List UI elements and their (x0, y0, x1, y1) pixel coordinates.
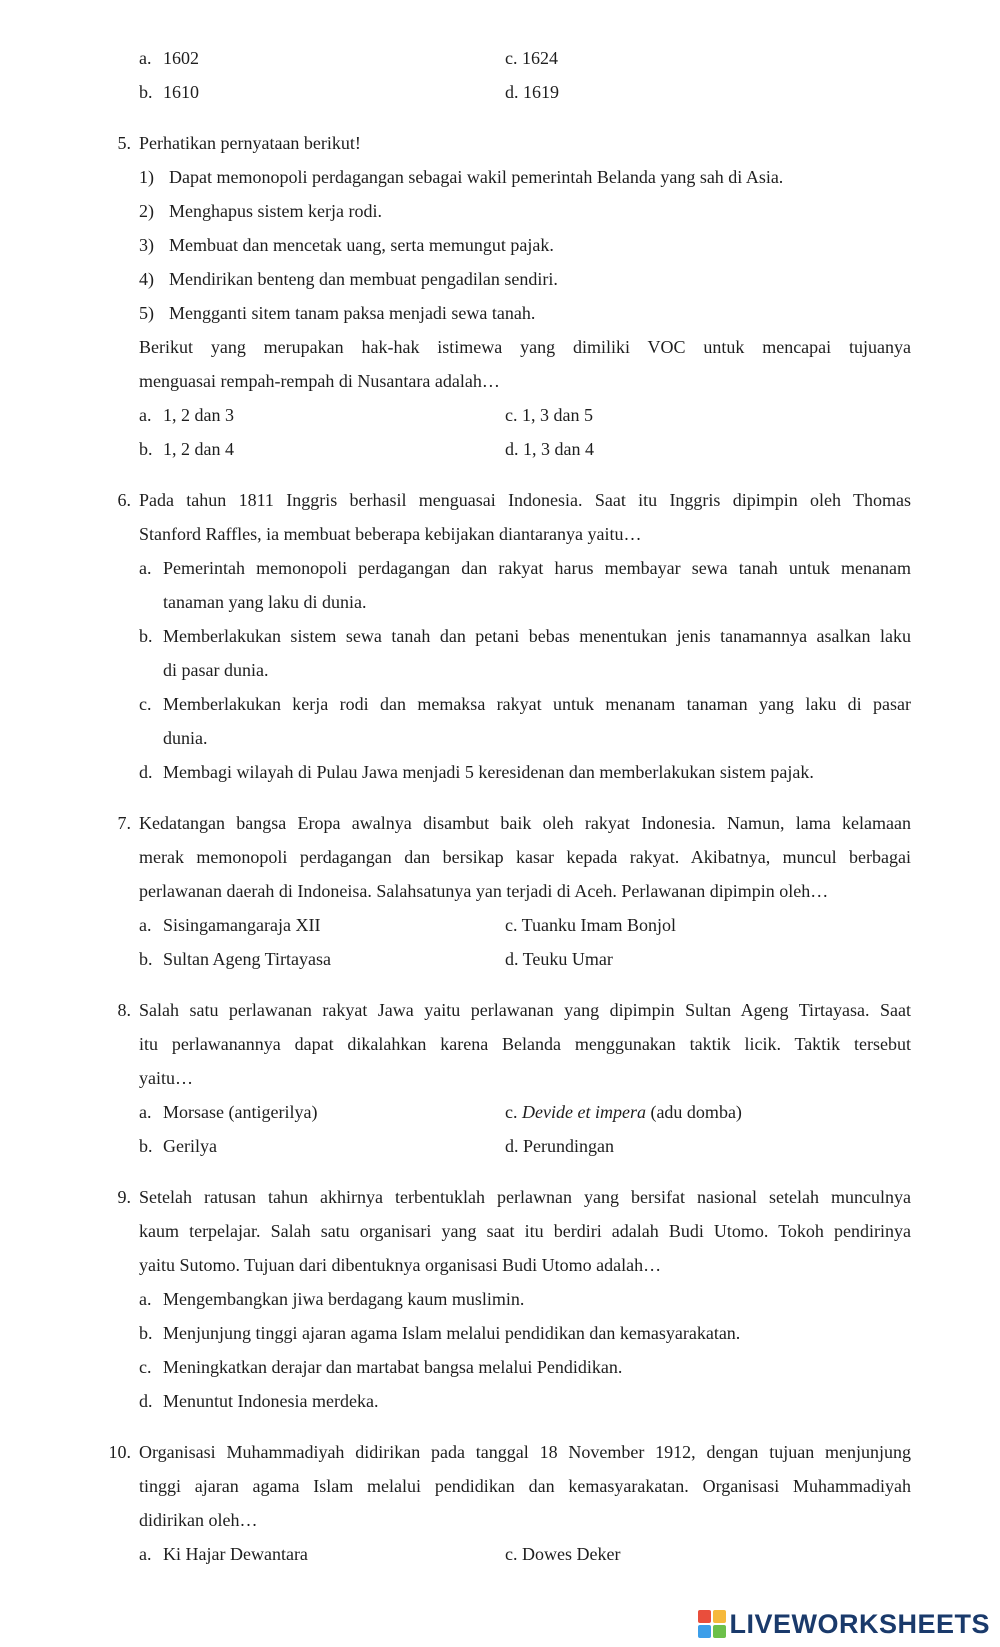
q6-option-b-cont[interactable]: di pasar dunia. (163, 660, 269, 680)
q8-option-c[interactable] (505, 1101, 742, 1123)
q4-option-d[interactable]: d. 1619 (505, 82, 559, 102)
q9-option-b[interactable]: Menjunjung tinggi ajaran agama Islam melalui pendidikan dan kemasyarakatan. (163, 1323, 741, 1343)
q5-option-a-letter: a. (139, 405, 152, 425)
q9-number: 9. (117, 1187, 131, 1207)
q4-option-c[interactable]: c. 1624 (505, 48, 558, 68)
q7-number: 7. (117, 813, 131, 833)
q5-item-number: 3) (139, 235, 154, 255)
q5-option-b[interactable]: 1, 2 dan 4 (163, 439, 234, 459)
q6-option-a-letter: a. (139, 558, 152, 578)
q8-stem-line: yaitu… (139, 1068, 193, 1088)
q10-number: 10. (108, 1442, 131, 1462)
logo-square (713, 1625, 726, 1638)
q9-stem-line: kaum terpelajar. Salah satu organisari yang saat itu berdiri adalah Budi Utomo. Tokoh pendirinya (139, 1221, 911, 1241)
q8-option-c-italic: Devide et impera (522, 1102, 646, 1122)
q9-stem-line: Setelah ratusan tahun akhirnya terbentuklah perlawnan yang bersifat nasional setelah munculnya (139, 1187, 911, 1207)
q10-option-a[interactable]: Ki Hajar Dewantara (163, 1544, 308, 1564)
q8-number: 8. (117, 1000, 131, 1020)
q10-stem-line: tinggi ajaran agama Islam melalui pendidikan dan kemasyarakatan. Organisasi Muhammadiyah (139, 1476, 911, 1496)
q6-option-a[interactable]: Pemerintah memonopoli perdagangan dan rakyat harus membayar sewa tanah untuk menanam (163, 558, 911, 578)
q5-item-text: Mengganti sitem tanam paksa menjadi sewa tanah. (169, 303, 536, 323)
q7-option-b[interactable]: Sultan Ageng Tirtayasa (163, 949, 332, 969)
q5-item-number: 5) (139, 303, 154, 323)
q10-option-c[interactable]: c. Dowes Deker (505, 1544, 621, 1564)
logo-square (713, 1610, 726, 1623)
q7-option-c[interactable]: c. Tuanku Imam Bonjol (505, 915, 677, 935)
q5-stem: Perhatikan pernyataan berikut! (139, 133, 361, 153)
q7-option-a-letter: a. (139, 915, 152, 935)
q10-stem-line: didirikan oleh… (139, 1510, 258, 1530)
q8-option-c-suffix: (adu domba) (645, 1102, 742, 1122)
q6-stem-line: Stanford Raffles, ia membuat beberapa kebijakan diantaranya yaitu… (139, 524, 642, 544)
q6-option-d-letter: d. (139, 762, 153, 782)
q5-item-number: 4) (139, 269, 154, 289)
q4-option-a-letter: a. (139, 48, 152, 68)
q8-option-a-letter: a. (139, 1102, 152, 1122)
q8-option-b-letter: b. (139, 1136, 153, 1156)
q5-question-line: menguasai rempah-rempah di Nusantara adalah… (139, 371, 500, 391)
q8-option-a[interactable]: Morsase (antigerilya) (163, 1102, 318, 1122)
q4-option-b-letter: b. (139, 82, 153, 102)
q4-option-a[interactable]: 1602 (163, 48, 199, 68)
q7-option-d[interactable]: d. Teuku Umar (505, 949, 613, 969)
q5-question-line: Berikut yang merupakan hak-hak istimewa yang dimiliki VOC untuk mencapai tujuanya (139, 337, 911, 357)
q9-option-d[interactable]: Menuntut Indonesia merdeka. (163, 1391, 379, 1411)
q5-number: 5. (117, 133, 131, 153)
q5-item-text: Menghapus sistem kerja rodi. (169, 201, 382, 221)
q9-stem-line: yaitu Sutomo. Tujuan dari dibentuknya organisasi Budi Utomo adalah… (139, 1255, 662, 1275)
q9-option-c[interactable]: Meningkatkan derajar dan martabat bangsa melalui Pendidikan. (163, 1357, 623, 1377)
q5-item-text: Mendirikan benteng dan membuat pengadilan sendiri. (169, 269, 558, 289)
q5-option-a[interactable]: 1, 2 dan 3 (163, 405, 234, 425)
q5-item-number: 1) (139, 167, 154, 187)
q9-option-a[interactable]: Mengembangkan jiwa berdagang kaum muslimin. (163, 1289, 525, 1309)
q4-option-b[interactable]: 1610 (163, 82, 199, 102)
q9-option-b-letter: b. (139, 1323, 153, 1343)
q8-stem-line: Salah satu perlawanan rakyat Jawa yaitu perlawanan yang dipimpin Sultan Ageng Tirtayasa. Saat (139, 1000, 911, 1020)
q6-number: 6. (117, 490, 131, 510)
q5-item-text: Membuat dan mencetak uang, serta memungut pajak. (169, 235, 554, 255)
q8-option-c-prefix: c. (505, 1102, 522, 1122)
q6-option-c[interactable]: Memberlakukan kerja rodi dan memaksa rakyat untuk menanam tanaman yang laku di pasar (163, 694, 911, 714)
q9-option-a-letter: a. (139, 1289, 152, 1309)
q5-option-c[interactable]: c. 1, 3 dan 5 (505, 405, 593, 425)
q6-option-d[interactable]: Membagi wilayah di Pulau Jawa menjadi 5 keresidenan dan memberlakukan sistem pajak. (163, 762, 814, 782)
q6-option-b-letter: b. (139, 626, 153, 646)
q8-stem-line: itu perlawanannya dapat dikalahkan karena Belanda menggunakan taktik licik. Taktik tersebut (139, 1034, 911, 1054)
liveworksheets-logo[interactable] (698, 1607, 990, 1641)
q9-option-c-letter: c. (139, 1357, 152, 1377)
q6-stem-line: Pada tahun 1811 Inggris berhasil menguasai Indonesia. Saat itu Inggris dipimpin oleh Thomas (139, 490, 911, 510)
q7-option-b-letter: b. (139, 949, 153, 969)
q10-option-a-letter: a. (139, 1544, 152, 1564)
q10-stem-line: Organisasi Muhammadiyah didirikan pada tanggal 18 November 1912, dengan tujuan menjunjung (139, 1442, 911, 1462)
q8-option-d[interactable]: d. Perundingan (505, 1136, 614, 1156)
q7-stem-line: perlawanan daerah di Indoneisa. Salahsatunya yan terjadi di Aceh. Perlawanan dipimpin oleh… (139, 881, 829, 901)
q7-stem-line: merak memonopoli perdagangan dan bersikap kasar kepada rakyat. Akibatnya, muncul berbagai (139, 847, 911, 867)
q8-option-b[interactable]: Gerilya (163, 1136, 217, 1156)
q5-item-text: Dapat memonopoli perdagangan sebagai wakil pemerintah Belanda yang sah di Asia. (169, 167, 784, 187)
q9-option-d-letter: d. (139, 1391, 153, 1411)
q7-option-a[interactable]: Sisingamangaraja XII (163, 915, 321, 935)
q6-option-a-cont[interactable]: tanaman yang laku di dunia. (163, 592, 367, 612)
q6-option-c-letter: c. (139, 694, 152, 714)
liveworksheets-logo-icon (698, 1610, 726, 1638)
logo-square (698, 1625, 711, 1638)
q5-option-b-letter: b. (139, 439, 153, 459)
liveworksheets-logo-text: LIVEWORKSHEETS (729, 1608, 990, 1639)
q6-option-c-cont[interactable]: dunia. (163, 728, 208, 748)
q5-item-number: 2) (139, 201, 154, 221)
q5-option-d[interactable]: d. 1, 3 dan 4 (505, 439, 594, 459)
q6-option-b[interactable]: Memberlakukan sistem sewa tanah dan petani bebas menentukan jenis tanamannya asalkan laku (163, 626, 911, 646)
q7-stem-line: Kedatangan bangsa Eropa awalnya disambut baik oleh rakyat Indonesia. Namun, lama kelamaan (139, 813, 911, 833)
logo-square (698, 1610, 711, 1623)
